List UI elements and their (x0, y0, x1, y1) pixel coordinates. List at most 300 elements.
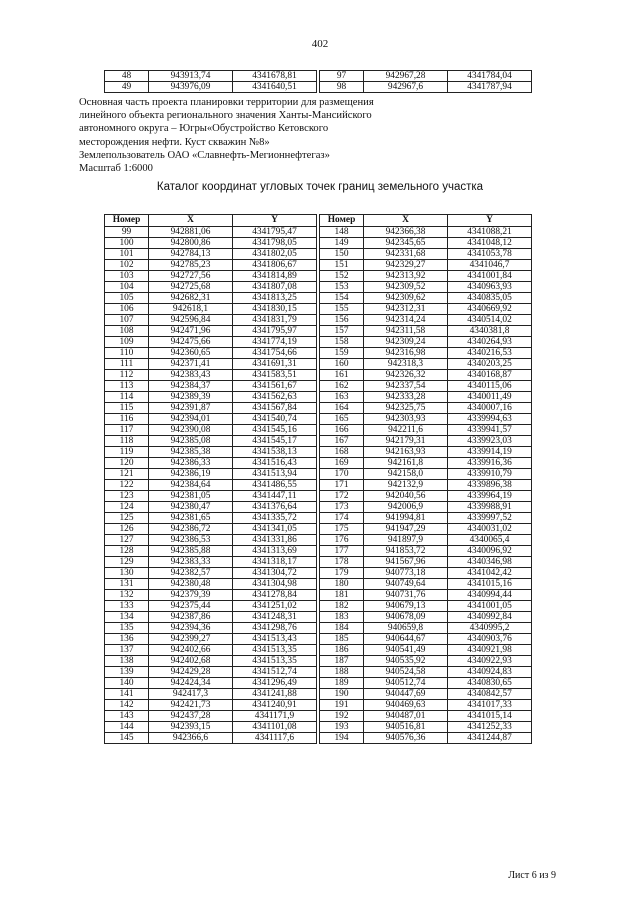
coord-x: 942309,24 (364, 337, 448, 348)
table-row (320, 447, 532, 458)
point-number: 179 (320, 568, 364, 579)
point-number: 115 (105, 403, 149, 414)
table-row (105, 458, 317, 469)
point-number: 180 (320, 579, 364, 590)
table-row (320, 612, 532, 623)
coord-y: 4341341,05 (233, 524, 317, 535)
table-row (105, 480, 317, 491)
point-number: 119 (105, 447, 149, 458)
coord-y: 4341545,16 (233, 425, 317, 436)
coord-y: 4339914,19 (448, 447, 532, 458)
point-number: 172 (320, 491, 364, 502)
table-row (105, 304, 317, 315)
coord-x: 942382,57 (149, 568, 233, 579)
coord-y: 4341048,12 (448, 238, 532, 249)
point-number: 140 (105, 678, 149, 689)
point-number: 150 (320, 249, 364, 260)
coord-y: 4341567,84 (233, 403, 317, 414)
point-number: 49 (105, 82, 149, 93)
coord-y: 4339988,91 (448, 502, 532, 513)
table-row (320, 82, 532, 93)
coord-y: 4340992,84 (448, 612, 532, 623)
coord-y: 4341117,6 (233, 733, 317, 744)
table-row (320, 645, 532, 656)
point-number: 124 (105, 502, 149, 513)
coord-x: 942313,92 (364, 271, 448, 282)
point-number: 154 (320, 293, 364, 304)
coord-x: 942399,27 (149, 634, 233, 645)
table-row (105, 645, 317, 656)
table-row (105, 315, 317, 326)
coord-x: 940469,63 (364, 700, 448, 711)
coord-y: 4340011,49 (448, 392, 532, 403)
table-row (105, 590, 317, 601)
point-number: 104 (105, 282, 149, 293)
point-number: 132 (105, 590, 149, 601)
table-row (105, 447, 317, 458)
table-row (105, 337, 317, 348)
point-number: 182 (320, 601, 364, 612)
point-number: 176 (320, 535, 364, 546)
coord-y: 4341278,84 (233, 590, 317, 601)
coord-y: 4340835,05 (448, 293, 532, 304)
coord-x: 942394,36 (149, 623, 233, 634)
point-number: 125 (105, 513, 149, 524)
point-number: 113 (105, 381, 149, 392)
table-row (105, 722, 317, 733)
point-number: 173 (320, 502, 364, 513)
coord-y: 4341545,17 (233, 436, 317, 447)
table-row (105, 260, 317, 271)
coord-y: 4340264,93 (448, 337, 532, 348)
coord-y: 4340346,98 (448, 557, 532, 568)
table-header-row (105, 215, 317, 227)
coord-x: 942333,28 (364, 392, 448, 403)
point-number: 166 (320, 425, 364, 436)
coord-x: 942475,66 (149, 337, 233, 348)
coord-x: 942785,23 (149, 260, 233, 271)
table-row (105, 293, 317, 304)
point-number: 190 (320, 689, 364, 700)
point-number: 123 (105, 491, 149, 502)
coord-x: 940773,18 (364, 568, 448, 579)
table-row (105, 568, 317, 579)
coord-y: 4340115,06 (448, 381, 532, 392)
point-number: 149 (320, 238, 364, 249)
table-row (320, 557, 532, 568)
coord-x: 942386,33 (149, 458, 233, 469)
point-number: 103 (105, 271, 149, 282)
table-row (105, 579, 317, 590)
point-number: 185 (320, 634, 364, 645)
description-line: автономного округа – Югры«Обустройство Кетовского (79, 123, 329, 135)
table-row (105, 370, 317, 381)
point-number: 174 (320, 513, 364, 524)
point-number: 159 (320, 348, 364, 359)
table-row (320, 656, 532, 667)
point-number: 105 (105, 293, 149, 304)
table-row (320, 282, 532, 293)
coord-x: 942387,86 (149, 612, 233, 623)
point-number: 171 (320, 480, 364, 491)
point-number: 128 (105, 546, 149, 557)
point-number: 151 (320, 260, 364, 271)
table-row (320, 348, 532, 359)
point-number: 97 (320, 71, 364, 82)
coord-x: 942360,65 (149, 348, 233, 359)
coord-x: 942179,31 (364, 436, 448, 447)
coord-x: 942318,3 (364, 359, 448, 370)
coord-y: 4340903,76 (448, 634, 532, 645)
coord-x: 942385,38 (149, 447, 233, 458)
coord-y: 4341244,87 (448, 733, 532, 744)
coord-x: 942389,39 (149, 392, 233, 403)
coord-y: 4341583,51 (233, 370, 317, 381)
point-number: 162 (320, 381, 364, 392)
table-row (320, 436, 532, 447)
table-row (105, 711, 317, 722)
point-number: 122 (105, 480, 149, 491)
coord-y: 4341447,11 (233, 491, 317, 502)
coord-y: 4341513,35 (233, 656, 317, 667)
coord-y: 4341678,81 (233, 71, 317, 82)
table-row (320, 634, 532, 645)
coord-y: 4341015,14 (448, 711, 532, 722)
coord-x: 940576,36 (364, 733, 448, 744)
table-row (320, 337, 532, 348)
coord-y: 4341513,43 (233, 634, 317, 645)
table-row (320, 271, 532, 282)
table-row (105, 238, 317, 249)
table-row (320, 425, 532, 436)
point-number: 108 (105, 326, 149, 337)
table-row (320, 513, 532, 524)
coord-x: 942784,13 (149, 249, 233, 260)
coord-x: 942967,6 (364, 82, 448, 93)
coord-x: 942381,65 (149, 513, 233, 524)
coord-y: 4341241,88 (233, 689, 317, 700)
coord-x: 942386,72 (149, 524, 233, 535)
coord-x: 942417,3 (149, 689, 233, 700)
coord-y: 4341754,66 (233, 348, 317, 359)
point-number: 192 (320, 711, 364, 722)
point-number: 184 (320, 623, 364, 634)
coord-x: 942725,68 (149, 282, 233, 293)
coord-y: 4340096,92 (448, 546, 532, 557)
table-row (320, 403, 532, 414)
coord-x: 942727,56 (149, 271, 233, 282)
point-number: 163 (320, 392, 364, 403)
coord-y: 4339916,36 (448, 458, 532, 469)
coord-y: 4341562,63 (233, 392, 317, 403)
table-row (320, 315, 532, 326)
table-row (320, 711, 532, 722)
coord-x: 942161,8 (364, 458, 448, 469)
coord-x: 942383,33 (149, 557, 233, 568)
coord-x: 942390,08 (149, 425, 233, 436)
point-number: 155 (320, 304, 364, 315)
coord-y: 4339896,38 (448, 480, 532, 491)
point-number: 191 (320, 700, 364, 711)
point-number: 144 (105, 722, 149, 733)
coord-y: 4341101,08 (233, 722, 317, 733)
point-number: 130 (105, 568, 149, 579)
table-row (320, 458, 532, 469)
point-number: 131 (105, 579, 149, 590)
coord-y: 4340065,4 (448, 535, 532, 546)
coord-x: 942881,06 (149, 227, 233, 238)
coord-x: 943913,74 (149, 71, 233, 82)
table-row (105, 678, 317, 689)
coord-x: 942040,56 (364, 491, 448, 502)
coord-y: 4341540,74 (233, 414, 317, 425)
table-row (320, 546, 532, 557)
coord-x: 942211,6 (364, 425, 448, 436)
point-number: 143 (105, 711, 149, 722)
coord-y: 4341795,97 (233, 326, 317, 337)
point-number: 193 (320, 722, 364, 733)
coord-x: 940541,49 (364, 645, 448, 656)
coord-y: 4340007,16 (448, 403, 532, 414)
table-row (105, 326, 317, 337)
page-number: 402 (311, 38, 329, 50)
point-number: 177 (320, 546, 364, 557)
coord-y: 4339994,63 (448, 414, 532, 425)
point-number: 117 (105, 425, 149, 436)
table-row (320, 381, 532, 392)
coord-x: 940678,09 (364, 612, 448, 623)
table-row (105, 414, 317, 425)
description-line: Основная часть проекта планировки территории для размещения (79, 97, 374, 108)
table-row (105, 535, 317, 546)
point-number: 110 (105, 348, 149, 359)
table-row (105, 601, 317, 612)
scale-line: Масштаб 1:6000 (79, 163, 153, 175)
coord-y: 4340669,92 (448, 304, 532, 315)
coord-x: 942366,38 (364, 227, 448, 238)
coord-y: 4339923,03 (448, 436, 532, 447)
table-row (320, 502, 532, 513)
header-x: X (149, 215, 233, 227)
coord-y: 4341561,67 (233, 381, 317, 392)
point-number: 136 (105, 634, 149, 645)
coord-x: 941567,96 (364, 557, 448, 568)
table-row (105, 425, 317, 436)
coord-x: 942424,34 (149, 678, 233, 689)
coord-y: 4341046,7 (448, 260, 532, 271)
table-row (320, 480, 532, 491)
header-number: Номер (320, 215, 364, 227)
coord-y: 4341813,25 (233, 293, 317, 304)
point-number: 142 (105, 700, 149, 711)
coord-x: 942132,9 (364, 480, 448, 491)
coord-y: 4340216,53 (448, 348, 532, 359)
point-number: 178 (320, 557, 364, 568)
point-number: 48 (105, 71, 149, 82)
table-row (320, 535, 532, 546)
coord-y: 4341335,72 (233, 513, 317, 524)
table-row (320, 392, 532, 403)
coord-x: 941994,81 (364, 513, 448, 524)
table-row (105, 403, 317, 414)
table-row (105, 271, 317, 282)
table-row (320, 524, 532, 535)
coord-x: 942311,58 (364, 326, 448, 337)
coord-x: 942386,53 (149, 535, 233, 546)
point-number: 127 (105, 535, 149, 546)
table-row (105, 491, 317, 502)
coord-y: 4341538,13 (233, 447, 317, 458)
coord-y: 4339941,57 (448, 425, 532, 436)
point-number: 183 (320, 612, 364, 623)
coord-y: 4340924,83 (448, 667, 532, 678)
coord-y: 4341814,89 (233, 271, 317, 282)
coord-x: 942967,28 (364, 71, 448, 82)
coord-y: 4341513,35 (233, 645, 317, 656)
point-number: 99 (105, 227, 149, 238)
coordinates-table-right (319, 214, 532, 744)
table-row (320, 469, 532, 480)
header-y: Y (448, 215, 532, 227)
coord-y: 4341798,05 (233, 238, 317, 249)
table-row (105, 546, 317, 557)
table-row (320, 722, 532, 733)
table-row (105, 82, 317, 93)
point-number: 188 (320, 667, 364, 678)
point-number: 106 (105, 304, 149, 315)
point-number: 133 (105, 601, 149, 612)
coord-y: 4341795,47 (233, 227, 317, 238)
coord-y: 4341001,84 (448, 271, 532, 282)
coord-x: 942384,64 (149, 480, 233, 491)
table-row (320, 601, 532, 612)
coord-y: 4341691,31 (233, 359, 317, 370)
coord-x: 940524,58 (364, 667, 448, 678)
point-number: 167 (320, 436, 364, 447)
coord-x: 941897,9 (364, 535, 448, 546)
coord-x: 942329,27 (364, 260, 448, 271)
coord-y: 4341830,15 (233, 304, 317, 315)
table-row (105, 502, 317, 513)
coord-y: 4341088,21 (448, 227, 532, 238)
coord-x: 942312,31 (364, 304, 448, 315)
coord-y: 4341240,91 (233, 700, 317, 711)
table-row (105, 282, 317, 293)
coord-y: 4341376,64 (233, 502, 317, 513)
table-row (320, 623, 532, 634)
coord-x: 942385,08 (149, 436, 233, 447)
coord-y: 4340995,2 (448, 623, 532, 634)
table-row (320, 227, 532, 238)
coord-x: 940659,8 (364, 623, 448, 634)
coord-y: 4341017,33 (448, 700, 532, 711)
table-header-row (320, 215, 532, 227)
point-number: 114 (105, 392, 149, 403)
table-row (105, 249, 317, 260)
coord-x: 940512,74 (364, 678, 448, 689)
coord-y: 4341516,43 (233, 458, 317, 469)
coord-y: 4340830,65 (448, 678, 532, 689)
point-number: 141 (105, 689, 149, 700)
coord-y: 4341296,49 (233, 678, 317, 689)
coord-y: 4341331,86 (233, 535, 317, 546)
coord-y: 4341774,19 (233, 337, 317, 348)
coord-y: 4341171,9 (233, 711, 317, 722)
table-row (105, 469, 317, 480)
coord-y: 4340168,87 (448, 370, 532, 381)
coord-x: 942402,68 (149, 656, 233, 667)
coord-y: 4341318,17 (233, 557, 317, 568)
table-row (105, 524, 317, 535)
table-row (105, 71, 317, 82)
sheet-footer: Лист 6 из 9 (508, 870, 556, 881)
table-row (105, 348, 317, 359)
coord-y: 4340994,44 (448, 590, 532, 601)
table-row (320, 733, 532, 744)
table-row (105, 557, 317, 568)
header-y: Y (233, 215, 317, 227)
point-number: 134 (105, 612, 149, 623)
coord-x: 942006,9 (364, 502, 448, 513)
table-row (320, 370, 532, 381)
land-user-line: Землепользователь ОАО «Славнефть-Мегионнефтегаз» (79, 149, 330, 161)
point-number: 160 (320, 359, 364, 370)
table-row (320, 568, 532, 579)
coord-y: 4341015,16 (448, 579, 532, 590)
coord-x: 940487,01 (364, 711, 448, 722)
coord-x: 940679,13 (364, 601, 448, 612)
coord-x: 942366,6 (149, 733, 233, 744)
point-number: 153 (320, 282, 364, 293)
coord-x: 942394,01 (149, 414, 233, 425)
coord-y: 4339910,79 (448, 469, 532, 480)
table-row (320, 667, 532, 678)
coord-y: 4341486,55 (233, 480, 317, 491)
coord-y: 4341831,79 (233, 315, 317, 326)
table-row (105, 392, 317, 403)
point-number: 121 (105, 469, 149, 480)
coord-x: 940535,92 (364, 656, 448, 667)
table-row (105, 381, 317, 392)
point-number: 126 (105, 524, 149, 535)
coord-y: 4341042,42 (448, 568, 532, 579)
coord-x: 942331,68 (364, 249, 448, 260)
coord-y: 4341251,02 (233, 601, 317, 612)
coord-x: 942384,37 (149, 381, 233, 392)
point-number: 194 (320, 733, 364, 744)
point-number: 139 (105, 667, 149, 678)
coord-x: 942421,73 (149, 700, 233, 711)
table-row (320, 590, 532, 601)
coord-x: 942325,75 (364, 403, 448, 414)
coord-x: 940644,67 (364, 634, 448, 645)
table-row (320, 260, 532, 271)
table-row (320, 689, 532, 700)
coord-x: 941853,72 (364, 546, 448, 557)
point-number: 158 (320, 337, 364, 348)
coord-x: 942371,41 (149, 359, 233, 370)
point-number: 175 (320, 524, 364, 535)
point-number: 98 (320, 82, 364, 93)
coord-y: 4341802,05 (233, 249, 317, 260)
coord-x: 942596,84 (149, 315, 233, 326)
coord-y: 4340921,98 (448, 645, 532, 656)
coord-y: 4341298,76 (233, 623, 317, 634)
table-row (320, 414, 532, 425)
point-number: 170 (320, 469, 364, 480)
point-number: 164 (320, 403, 364, 414)
table-row (105, 667, 317, 678)
